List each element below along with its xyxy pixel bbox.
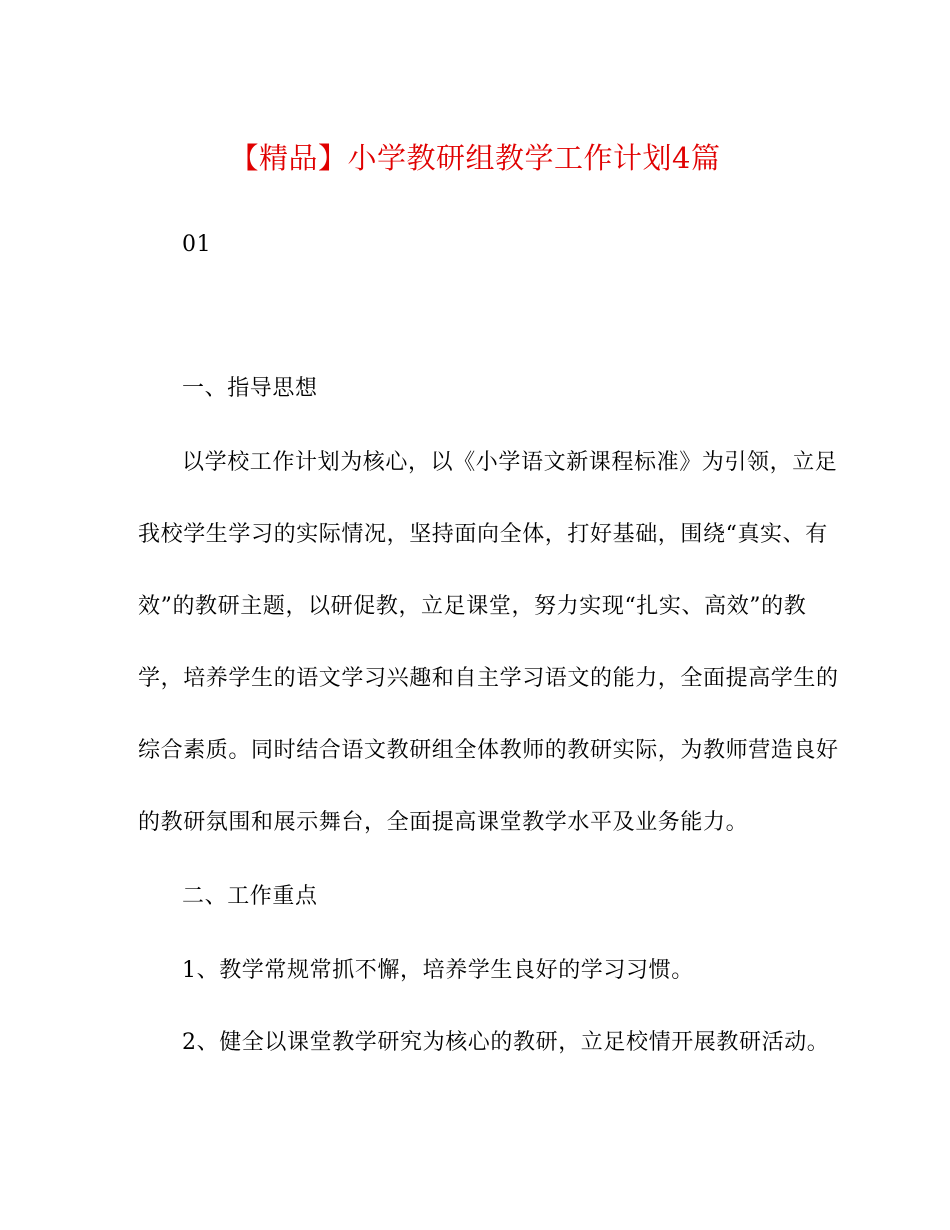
paragraph-line-3: 效”的教研主题，以研促教，立足课堂，努力实现“扎实、高效”的教 bbox=[138, 594, 807, 619]
section-number: 01 bbox=[182, 232, 212, 257]
paragraph-line-5: 综合素质。同时结合语文教研组全体教师的教研实际，为教师营造良好 bbox=[138, 738, 839, 763]
heading-work-focus: 二、工作重点 bbox=[182, 884, 318, 909]
list-item: 1、教学常规常抓不懈，培养学生良好的学习习惯。 bbox=[182, 958, 694, 983]
paragraph-line-4: 学，培养学生的语文学习兴趣和自主学习语文的能力，全面提高学生的 bbox=[138, 666, 839, 691]
paragraph-line-6: 的教研氛围和展示舞台，全面提高课堂教学水平及业务能力。 bbox=[138, 810, 749, 835]
paragraph-line-2: 我校学生学习的实际情况，坚持面向全体，打好基础，围绕“真实、有 bbox=[138, 522, 828, 547]
document-title: 【精品】小学教研组教学工作计划4篇 bbox=[229, 141, 721, 175]
list-item: 2、健全以课堂教学研究为核心的教研，立足校情开展教研活动。 bbox=[182, 1030, 830, 1055]
heading-guiding-ideology: 一、指导思想 bbox=[182, 376, 318, 401]
paragraph-line-1: 以学校工作计划为核心，以《小学语文新课程标准》为引领，立足 bbox=[182, 450, 838, 475]
